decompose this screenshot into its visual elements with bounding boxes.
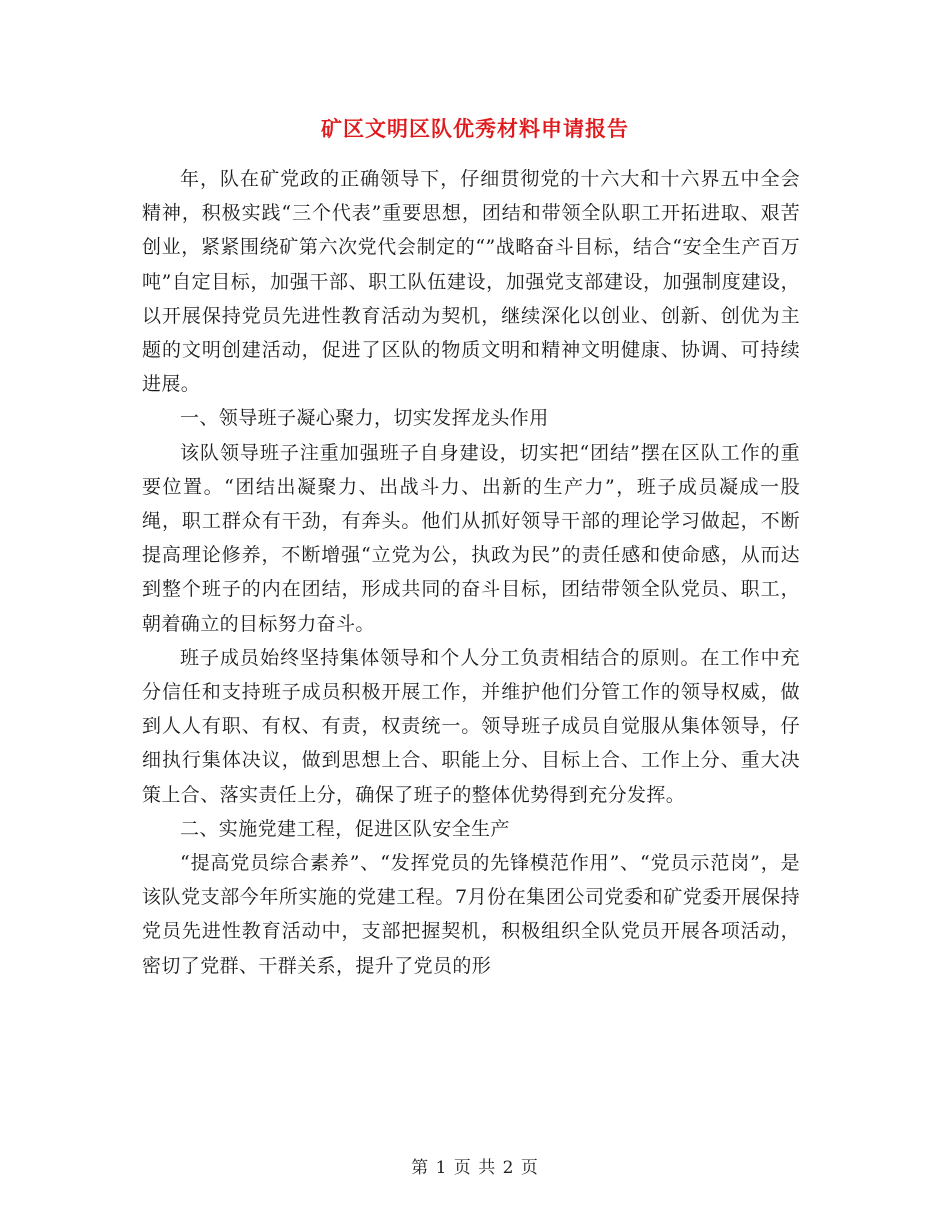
paragraph-leadership-principle: 班子成员始终坚持集体领导和个人分工负责相结合的原则。在工作中充分信任和支持班子成员积极开展工作，并维护他们分管工作的领导权威，做到人人有职、有权、有责，权责统一。领导班子成员自觉服从集体领导，仔细执行集体决议，做到思想上合、职能上分、目标上合、工作上分、重大决策上合、落实责任上分，确保了班子的整体优势得到充分发挥。 xyxy=(142,646,800,806)
document-title: 矿区文明区队优秀材料申请报告 xyxy=(321,117,629,141)
paragraph-leadership-unity: 该队领导班子注重加强班子自身建设，切实把“团结”摆在区队工作的重要位置。“团结出凝聚力、出战斗力、出新的生产力”，班子成员凝成一股绳，职工群众有干劲，有奔头。他们从抓好领导干部的理论学习做起，不断提高理论修养，不断增强“立党为公，执政为民”的责任感和使命感，从而达到整个班子的内在团结，形成共同的奋斗目标，团结带领全队党员、职工，朝着确立的目标努力奋斗。 xyxy=(142,441,800,635)
page-footer: 第 1 页 共 2 页 xyxy=(411,1158,539,1178)
section-heading-1: 一、领导班子凝心聚力，切实发挥龙头作用 xyxy=(180,407,549,430)
document-body xyxy=(142,162,800,983)
paragraph-party-building: “提高党员综合素养”、“发挥党员的先锋模范作用”、“党员示范岗”，是该队党支部今年所实施的党建工程。7月份在集团公司党委和矿党委开展保持党员先进性教育活动中，支部把握契机，积极组织全队党员开展各项活动，密切了党群、干群关系，提升了党员的形 xyxy=(142,852,800,977)
section-heading-2: 二、实施党建工程，促进区队安全生产 xyxy=(180,817,510,840)
paragraph-intro: 年，队在矿党政的正确领导下，仔细贯彻党的十六大和十六界五中全会精神，积极实践“三个代表”重要思想，团结和带领全队职工开拓进取、艰苦创业，紧紧围绕矿第六次党代会制定的“”战略奋斗目标，结合“安全生产百万吨”自定目标，加强干部、职工队伍建设，加强党支部建设，加强制度建设，以开展保持党员先进性教育活动为契机，继续深化以创业、创新、创优为主题的文明创建活动，促进了区队的物质文明和精神文明健康、协调、可持续进展。 xyxy=(142,168,800,396)
